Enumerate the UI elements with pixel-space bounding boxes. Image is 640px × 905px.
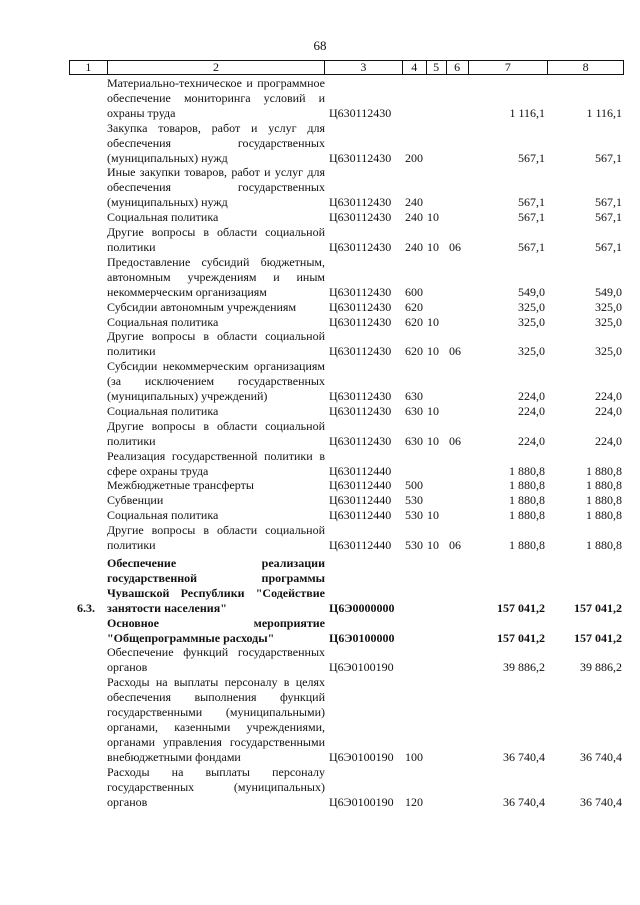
value-col8: 1 880,8: [586, 508, 622, 523]
target-code: Ц6Э0100190: [329, 749, 394, 764]
row-name: Реализация государственной политики в сфере охраны труда: [107, 448, 325, 478]
value-col8: 224,0: [595, 403, 622, 418]
row-name: Межбюджетные трансферты: [107, 478, 254, 493]
table-row: [69, 300, 624, 315]
value-col7: 567,1: [518, 195, 545, 210]
expense-type: 240: [405, 195, 423, 210]
row-name: Субвенции: [107, 493, 164, 508]
row-name: Материально-техническое и программное обеспечение мониторинга условий и охраны труда: [107, 76, 325, 120]
expense-type: 530: [405, 538, 423, 553]
subsection: 06: [449, 239, 461, 254]
header-col-2: 2: [108, 61, 325, 74]
target-code: Ц630112430: [329, 239, 392, 254]
row-name: Иные закупки товаров, работ и услуг для обеспечения государственных (муниципальных) нужд: [107, 165, 325, 210]
header-col-4: 4: [403, 61, 427, 74]
header-col-8: 8: [582, 60, 589, 74]
value-col8: 1 116,1: [586, 105, 622, 120]
expense-type: 120: [405, 794, 423, 809]
value-col8: 157 041,2: [574, 600, 622, 615]
table-row: [69, 508, 624, 523]
target-code: Ц630112430: [329, 344, 392, 359]
expense-type: 620: [405, 314, 423, 329]
table-body: [69, 76, 624, 809]
value-col7: 549,0: [518, 284, 545, 299]
row-name: Расходы на выплаты персоналу государственных (муниципальных) органов: [107, 764, 325, 809]
section: 10: [427, 508, 439, 523]
table-row: [69, 478, 624, 493]
table-row: [69, 616, 624, 646]
subsection: 06: [449, 344, 461, 359]
value-col7: 39 886,2: [503, 660, 545, 675]
target-code: Ц630112430: [329, 314, 392, 329]
row-name: Субсидии некоммерческим организациям (за исключением государственных (муниципальных) учреждений): [107, 359, 325, 404]
value-col7: 325,0: [518, 344, 545, 359]
header-col-7: 7: [469, 61, 549, 74]
value-col7: 224,0: [518, 403, 545, 418]
value-col8: 1 880,8: [586, 493, 622, 508]
value-col7: 157 041,2: [497, 600, 545, 615]
table-row: [69, 121, 624, 166]
expense-type: 100: [405, 749, 423, 764]
header-col-3: 3: [325, 61, 403, 74]
value-col7: 325,0: [518, 314, 545, 329]
table-row: [69, 404, 624, 419]
value-col7: 36 740,4: [503, 749, 545, 764]
section: 10: [427, 239, 439, 254]
value-col8: 224,0: [595, 389, 622, 404]
section: 10: [427, 403, 439, 418]
page-number: 68: [313, 38, 327, 53]
expense-type: 530: [405, 493, 423, 508]
table-row: [69, 493, 624, 508]
value-col8: 224,0: [595, 433, 622, 448]
row-name: Расходы на выплаты персоналу в целях обеспечения выполнения функций государственными (муниципальными) органами, казенными учреждениями, органами управления государственными внебюджетными фондами: [107, 675, 325, 764]
table-row: [69, 225, 624, 255]
value-col8: 36 740,4: [580, 794, 622, 809]
header-col-1: 1: [70, 61, 108, 74]
value-col8: 36 740,4: [580, 749, 622, 764]
value-col8: 567,1: [595, 150, 622, 165]
row-name: Закупка товаров, работ и услуг для обеспечения государственных (муниципальных) нужд: [107, 120, 325, 165]
table-row: [69, 449, 624, 479]
value-col7: 224,0: [518, 389, 545, 404]
row-name: Социальная политика: [107, 403, 219, 418]
row-name: Обеспечение функций государственных органов: [107, 645, 325, 675]
table-row: [69, 675, 624, 764]
target-code: Ц630112440: [329, 493, 392, 508]
expense-type: 530: [405, 508, 423, 523]
value-col8: 39 886,2: [580, 660, 622, 675]
target-code: Ц630112430: [329, 150, 392, 165]
expense-type: 600: [405, 284, 423, 299]
target-code: Ц630112430: [329, 403, 392, 418]
target-code: Ц6Э0100190: [329, 794, 394, 809]
value-col8: 1 880,8: [586, 538, 622, 553]
value-col8: 157 041,2: [574, 630, 622, 645]
target-code: Ц630112440: [329, 478, 392, 493]
row-name: Другие вопросы в области социальной политики: [107, 523, 325, 553]
table-row: [69, 165, 624, 210]
target-code: Ц630112430: [329, 299, 392, 314]
value-col7: 1 880,8: [509, 508, 545, 523]
header-col-6: 6: [447, 61, 469, 74]
value-col7: 567,1: [518, 150, 545, 165]
row-name: Субсидии автономным учреждениям: [107, 299, 297, 314]
table-row: [69, 76, 624, 121]
target-code: Ц630112430: [329, 195, 392, 210]
target-code: Ц630112430: [329, 105, 392, 120]
target-code: Ц630112430: [329, 210, 392, 225]
table-row: [69, 556, 624, 616]
target-code: Ц630112440: [329, 463, 392, 478]
value-col8: 567,1: [595, 195, 622, 210]
expense-type: 240: [405, 239, 423, 254]
value-col7: 157 041,2: [497, 630, 545, 645]
value-col7: 1 880,8: [509, 493, 545, 508]
value-col7: 325,0: [518, 299, 545, 314]
row-name: Социальная политика: [107, 210, 219, 225]
expense-type: 200: [405, 150, 423, 165]
row-name: Предоставление субсидий бюджетным, автономным учреждениям и иным некоммерческим организациям: [107, 254, 325, 299]
row-name: Другие вопросы в области социальной политики: [107, 329, 325, 359]
value-col8: 325,0: [595, 299, 622, 314]
table-row: [69, 329, 624, 359]
subsection: 06: [449, 433, 461, 448]
target-code: Ц630112430: [329, 433, 392, 448]
expense-type: 630: [405, 403, 423, 418]
table-row: [69, 255, 624, 300]
expense-type: 500: [405, 478, 423, 493]
value-col7: 1 880,8: [509, 538, 545, 553]
row-name: Социальная политика: [107, 314, 219, 329]
table-row: [69, 315, 624, 330]
subsection: 06: [449, 538, 461, 553]
value-col7: 36 740,4: [503, 794, 545, 809]
target-code: Ц630112440: [329, 508, 392, 523]
table-row: [69, 359, 624, 404]
row-name: Обеспечение реализации государственной программы Чувашской Республики "Содействие занятости населения": [107, 556, 325, 615]
row-number: 6.3.: [77, 600, 95, 615]
header-col-5: 5: [427, 61, 447, 74]
value-col7: 1 880,8: [509, 478, 545, 493]
row-name: Основное мероприятие "Общепрограммные расходы": [107, 615, 325, 645]
row-name: Социальная политика: [107, 508, 219, 523]
table-row: [69, 210, 624, 225]
section: 10: [427, 538, 439, 553]
section: 10: [427, 344, 439, 359]
row-name: Другие вопросы в области социальной политики: [107, 418, 325, 448]
value-col7: 1 116,1: [509, 105, 545, 120]
target-code: Ц6Э0100000: [329, 630, 395, 645]
value-col8: 567,1: [595, 239, 622, 254]
target-code: Ц630112430: [329, 389, 392, 404]
value-col8: 1 880,8: [586, 478, 622, 493]
expense-type: 630: [405, 433, 423, 448]
section: 10: [427, 314, 439, 329]
value-col7: 567,1: [518, 210, 545, 225]
expense-type: 240: [405, 210, 423, 225]
value-col7: 1 880,8: [509, 463, 545, 478]
target-code: Ц6Э0000000: [329, 600, 395, 615]
row-name: Другие вопросы в области социальной политики: [107, 225, 325, 254]
table-row: [69, 419, 624, 449]
value-col7: 224,0: [518, 433, 545, 448]
expense-type: 620: [405, 299, 423, 314]
value-col8: 325,0: [595, 314, 622, 329]
table-row: [69, 765, 624, 810]
section: 10: [427, 433, 439, 448]
table-header: [69, 60, 624, 75]
value-col7: 567,1: [518, 239, 545, 254]
table-row: [69, 523, 624, 553]
expense-type: 620: [405, 344, 423, 359]
value-col8: 567,1: [595, 210, 622, 225]
section: 10: [427, 210, 439, 225]
target-code: Ц630112440: [329, 538, 392, 553]
target-code: Ц6Э0100190: [329, 660, 394, 675]
expense-type: 630: [405, 389, 423, 404]
value-col8: 1 880,8: [586, 463, 622, 478]
table-row: [69, 645, 624, 675]
value-col8: 325,0: [595, 344, 622, 359]
value-col8: 549,0: [595, 284, 622, 299]
target-code: Ц630112430: [329, 284, 392, 299]
